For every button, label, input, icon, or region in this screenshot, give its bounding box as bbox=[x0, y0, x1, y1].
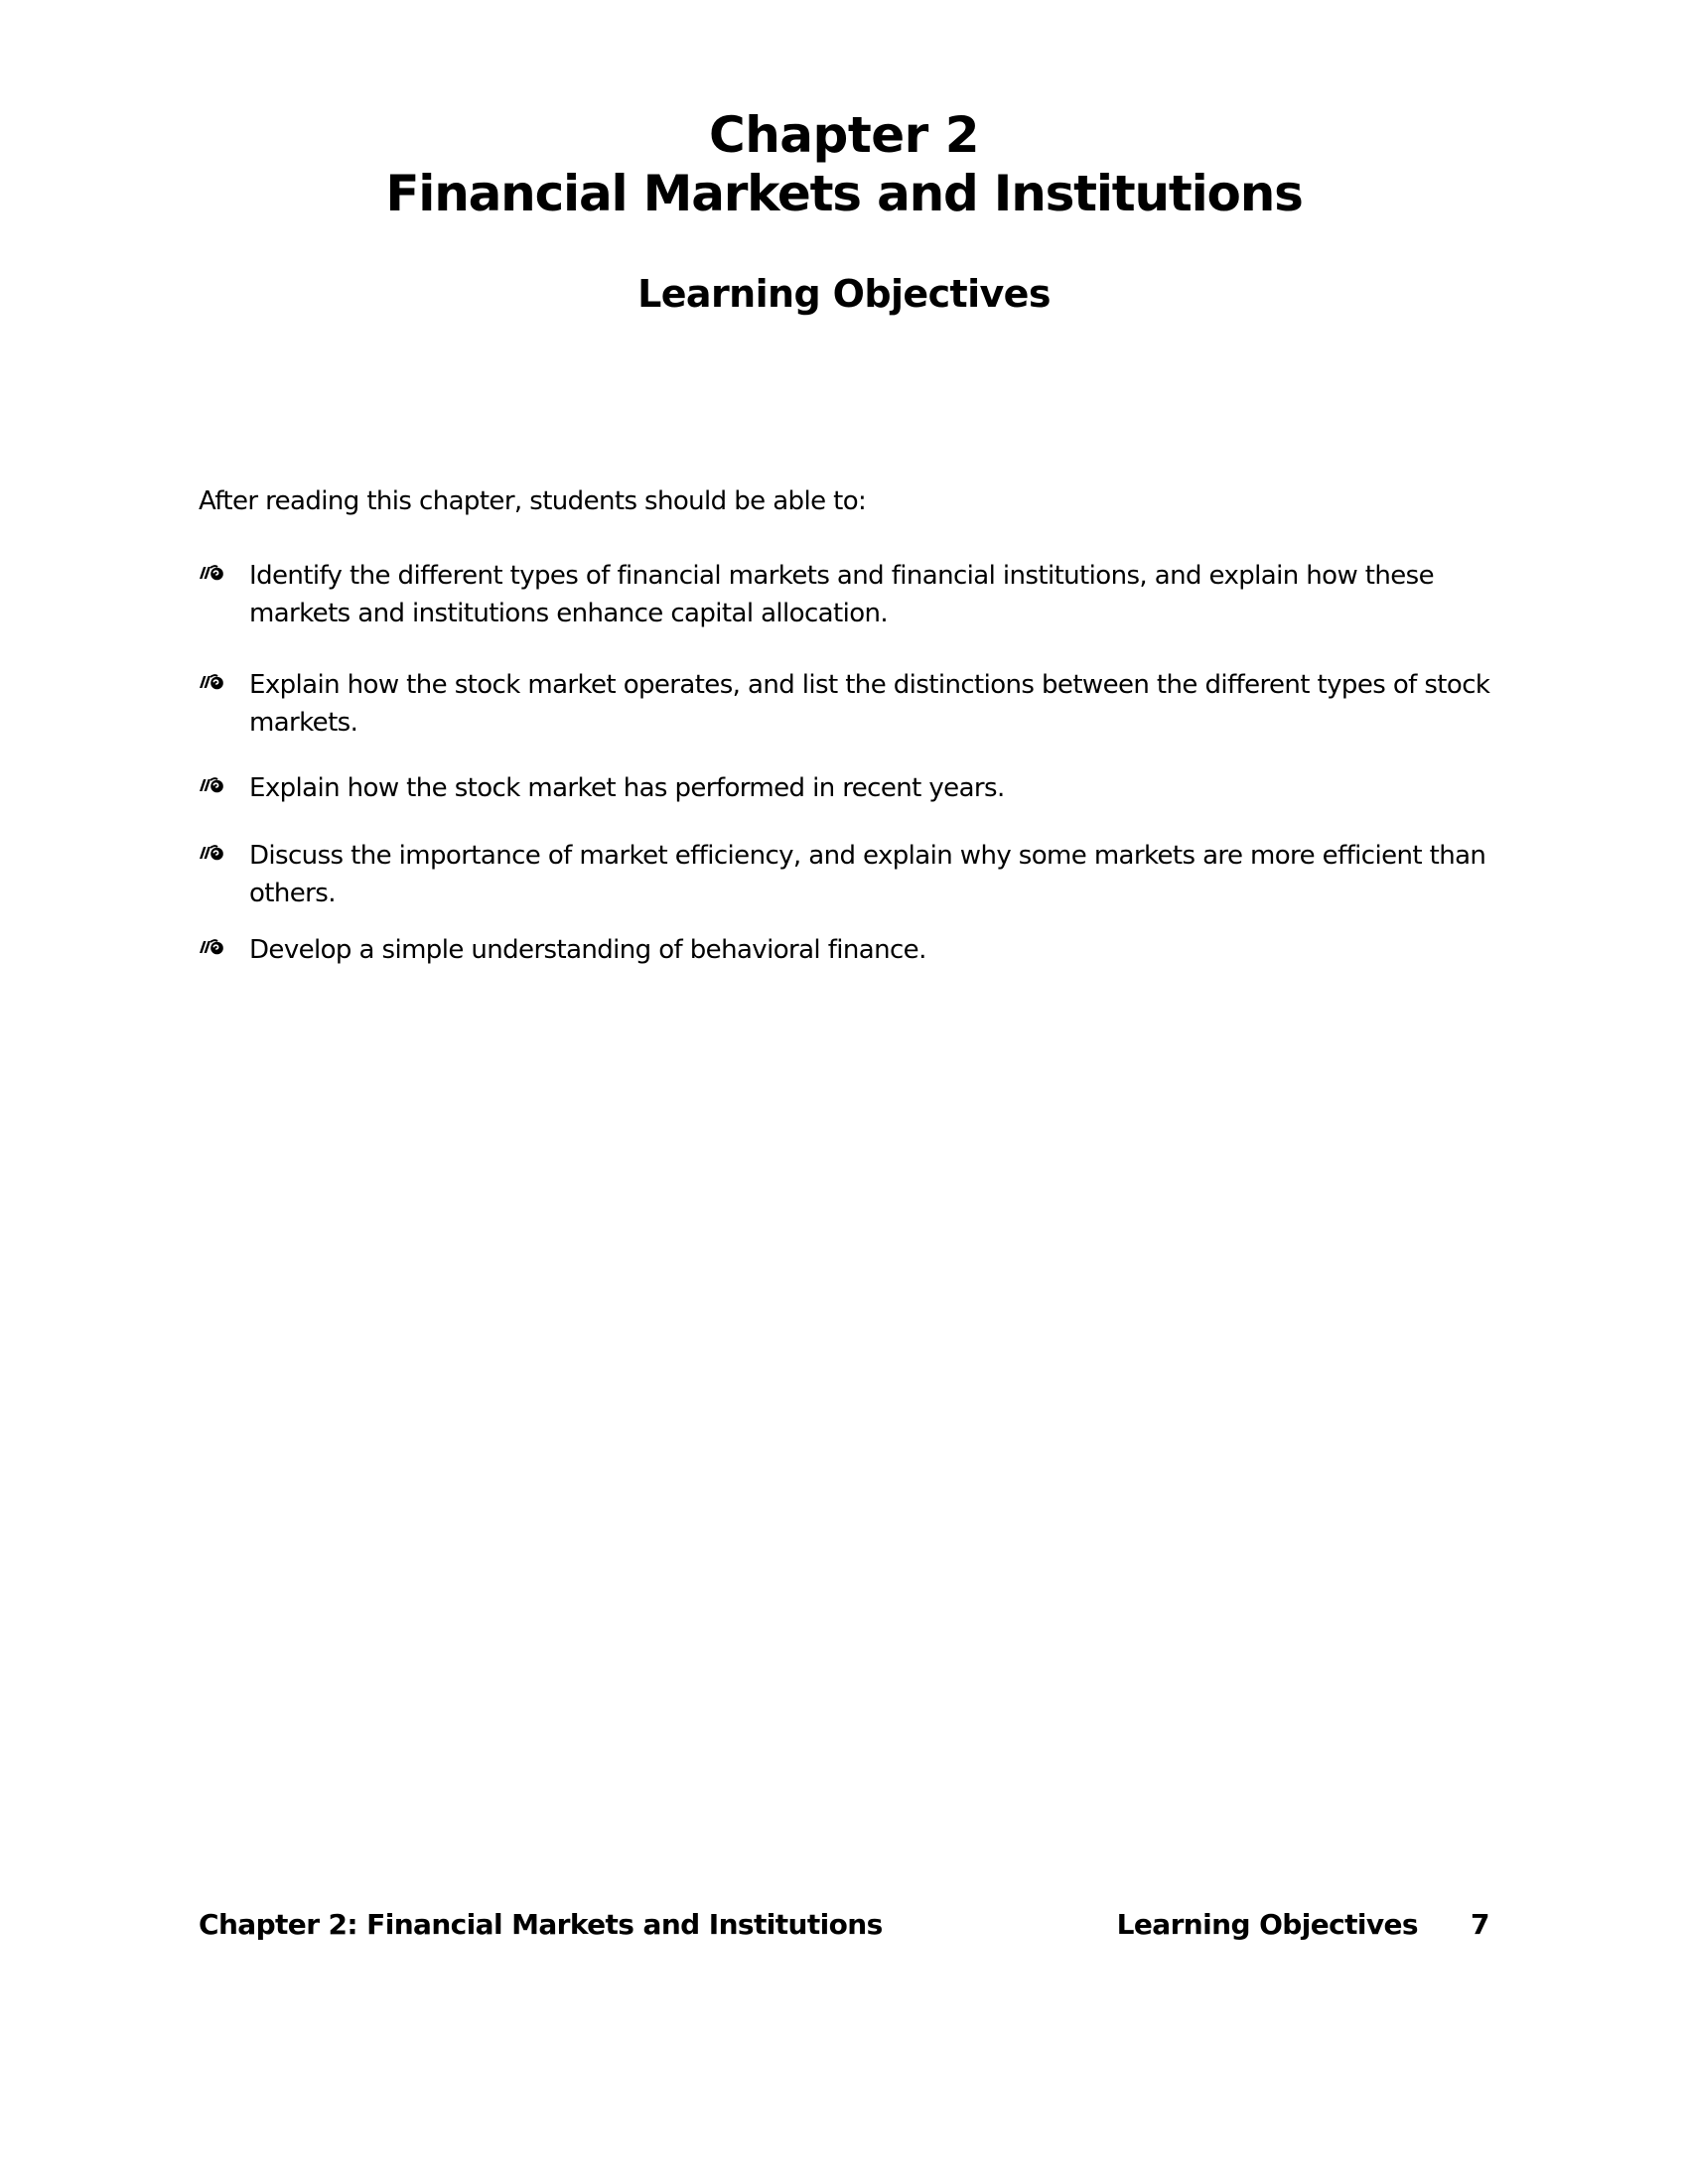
wingdings-bullet-icon bbox=[199, 563, 224, 581]
intro-text: After reading this chapter, students should be able to: bbox=[199, 486, 867, 516]
objective-line: others. bbox=[249, 879, 336, 908]
objective-line: markets and institutions enhance capital allocation. bbox=[249, 599, 889, 628]
wingdings-bullet-icon bbox=[199, 937, 224, 955]
objective-line: Identify the different types of financial markets and financial institutions, and explain how these bbox=[249, 561, 1434, 591]
footer-chapter-title: Chapter 2: Financial Markets and Institutions bbox=[199, 1908, 883, 1941]
objective-line: Develop a simple understanding of behavioral finance. bbox=[249, 935, 926, 965]
page-footer bbox=[0, 1907, 1688, 1943]
objective-text bbox=[249, 837, 1486, 912]
objective-line: Explain how the stock market operates, and list the distinctions between the different types of stock bbox=[249, 670, 1490, 700]
wingdings-bullet-icon bbox=[199, 775, 224, 793]
wingdings-bullet-icon bbox=[199, 843, 224, 861]
objective-line: Discuss the importance of market efficiency, and explain why some markets are more efficient than bbox=[249, 841, 1486, 871]
footer-section-title: Learning Objectives bbox=[1116, 1908, 1418, 1941]
objective-text bbox=[249, 769, 1480, 807]
chapter-title-heading: Financial Markets and Institutions bbox=[385, 165, 1303, 222]
chapter-number-heading: Chapter 2 bbox=[709, 106, 979, 164]
objective-line: markets. bbox=[249, 708, 358, 738]
objective-line: Explain how the stock market has performed in recent years. bbox=[249, 773, 1005, 803]
page-number: 7 bbox=[1471, 1908, 1489, 1941]
wingdings-bullet-icon bbox=[199, 672, 224, 690]
objective-text bbox=[249, 931, 1480, 969]
objective-text bbox=[249, 557, 1480, 632]
objective-text bbox=[249, 666, 1490, 742]
section-title-heading: Learning Objectives bbox=[637, 272, 1051, 316]
